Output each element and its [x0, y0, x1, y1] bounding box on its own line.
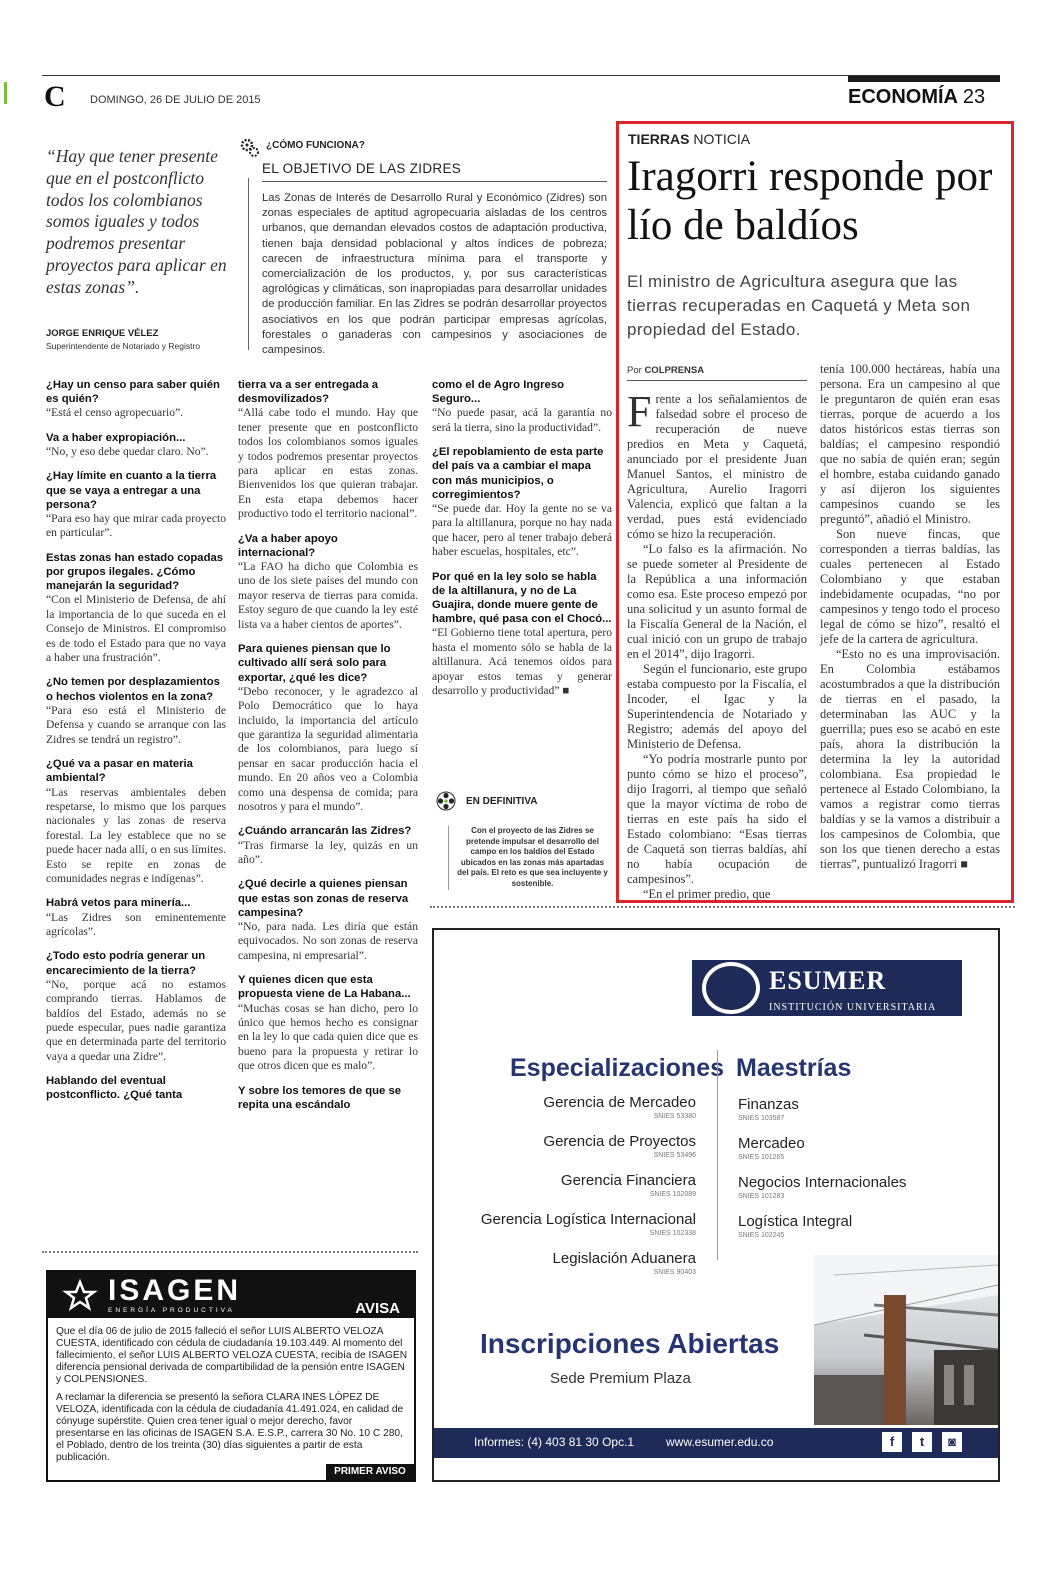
article-deck: El ministro de Agricultura asegura que las tierras recuperadas en Caquetá y Meta son propiedad del Estado.: [627, 272, 971, 339]
qa-answer: “Las Zidres son eminentemente agrícolas”.: [46, 910, 226, 938]
section-bar: [848, 76, 1000, 82]
isagen-tagline: ENERGÍA PRODUCTIVA: [108, 1307, 235, 1314]
byline-rule: [627, 380, 807, 381]
qa-question: ¿Hay un censo para saber quién es quién?: [46, 379, 220, 406]
qa-question: ¿Cuándo arrancarán las Zidres?: [238, 825, 412, 838]
page-number: 23: [962, 86, 986, 108]
byline-agency: COLPRENSA: [644, 365, 705, 376]
article-column-2: [820, 362, 1000, 872]
inscripciones-heading: Inscripciones Abiertas: [480, 1328, 780, 1359]
instagram-icon: ◙: [942, 1432, 962, 1452]
qa-answer: “Debo reconocer, y le agradezco al Polo Democrático que lo haya incluido, la importancia del artículo que garantiza la seguridad alimentaria de los colombianos, para luego sí pensar en sacar producción hacia el mundo. En 20 años veo a Colombia como una despensa de comida; para nosotros y para el mundo”.: [238, 684, 418, 813]
maestrias-title: Maestrías: [736, 1054, 852, 1082]
qa-question: Para quienes piensan que lo cultivado allí será solo para exportar, ¿qué les dice?: [238, 643, 391, 684]
esumer-footer-bar: [434, 1428, 998, 1458]
qa-question: ¿Qué decirle a quienes piensan que estas son zonas de reserva campesina?: [238, 878, 409, 919]
como-funciona-subtitle: EL OBJETIVO DE LAS ZIDRES: [262, 161, 462, 176]
article-paragraph: Según el funcionario, este grupo estaba compuesto por la Fiscalía, el Incoder, el Igac y la Superintendencia de Notariado y Registro; además del apoyo del Ministerio de Defensa.: [627, 662, 807, 751]
column-divider: [717, 1050, 718, 1260]
esumer-logo-icon: [702, 962, 760, 1014]
isagen-header: [48, 1272, 414, 1318]
kicker-topic: TIERRAS: [628, 131, 690, 147]
program-snies: SNIES 53380: [653, 1113, 696, 1120]
en-definitiva-body: Con el proyecto de las Zidres se pretende impulsar el desarrollo del campo en los baldíos del Estado ubicados en las zonas más apartadas del país. El reto es que sea incluyente y sostenible.: [448, 826, 610, 890]
kicker-type: NOTICIA: [693, 131, 751, 147]
program-snies: SNIES 101283: [738, 1193, 785, 1200]
article-byline: [627, 365, 704, 376]
especializaciones-title: Especializaciones: [510, 1054, 725, 1082]
quote-author: JORGE ENRIQUE VÉLEZ: [46, 328, 159, 339]
article-paragraph: “Lo falso es la afirmación. No se puede someter al Presidente de la República a una información como esa. Este proceso empezó por una solicitud y un asunto formal de la Fiscalía General de la Nación, el cual inició con un grupo de trabajo en el 2014”, dijo Iragorri.: [627, 542, 807, 661]
qa-answer: “Las reservas ambientales deben respetarse, lo mismo que los parques nacionales y las zonas de reserva forestal. La ley establece que no se puede hacer nada allí, o en sus límites. Esto se repite en zonas de comunidades negras e indígenas”.: [46, 785, 226, 885]
isagen-notice: [46, 1270, 416, 1482]
program-name: Logística Integral: [738, 1213, 853, 1230]
dotted-separator: [42, 1251, 418, 1253]
program-name: Gerencia de Mercadeo: [543, 1094, 696, 1111]
program-snies: SNIES 90403: [653, 1269, 696, 1276]
esumer-name: ESUMER: [769, 966, 887, 995]
qa-answer: “Muchas cosas se han dicho, pero lo único que hemos hecho es consignar en la ley lo que cada quien dice que es bueno para la propuesta y retirar lo que otros dicen que es malo”.: [238, 1001, 418, 1073]
pull-quote: “Hay que tener presente que en el postconflicto todos los colombianos somos iguales y todos podremos presentar proyectos para aplicar en estas zonas”.: [46, 146, 227, 297]
program-snies: SNIES 101265: [738, 1154, 785, 1161]
qa-question: ¿Va a haber apoyo internacional?: [238, 532, 338, 559]
twitter-icon: t: [912, 1432, 932, 1452]
como-funciona-body: Las Zonas de Interés de Desarrollo Rural y Económico (Zidres) son zonas especiales de aptitud agropecuaria aisladas de los centros urbanos, que demandan elevados costos de adaptación productiva, tienen baja densidad poblacional y altos índices de pobreza; carecen de infraestructura mínima para el transporte y comercialización de los productos, y, por sus características agrológicas y climáticas, son inapropiadas para desarrollar unidades de producción familiar. En las Zidres se podrán desarrollar proyectos asociativos en los que podrán participar empresas agrícolas, forestales o ganaderas con campesinos y asociaciones de campesinos.: [262, 192, 607, 357]
qa-answer: “Está el censo agropecuario”.: [46, 406, 184, 420]
section-label: [848, 86, 985, 109]
facebook-icon: f: [882, 1432, 902, 1452]
website: www.esumer.edu.co: [666, 1435, 774, 1449]
program-name: Gerencia Logística Internacional: [480, 1211, 696, 1228]
article-paragraph: “En el primer predio, que: [643, 887, 771, 901]
qa-answer: “No, y eso debe quedar claro. No”.: [46, 445, 209, 459]
qa-answer: “No puede pasar, acá la garantía no será la tierra, sino la productividad”.: [432, 406, 612, 434]
program-name: Gerencia de Proyectos: [543, 1133, 696, 1150]
flower-icon: [436, 791, 456, 811]
qa-question: ¿No temen por desplazamientos o hechos violentos en la zona?: [46, 676, 220, 703]
qa-answer: “Tras firmarse la ley, quizás en un año”.: [238, 838, 418, 866]
isagen-paragraph: Que el día 06 de julio de 2015 falleció el señor LUIS ALBERTO VELOZA CUESTA, identificado con cédula de ciudadanía 19.103.449. Al momento del fallecimiento, el señor LUIS ALBERTO VELOZA CUESTA, recibía de ISAGEN diferencia pensional derivada de compartibilidad de la pensión entre ISAGEN y COLPENSIONES.: [56, 1326, 408, 1385]
program-snies: SNIES 102338: [649, 1230, 696, 1237]
program-name: Legislación Aduanera: [552, 1250, 696, 1267]
article-headline: Iragorri responde por lío de baldíos: [627, 153, 993, 249]
qa-column-2: [238, 378, 418, 1122]
program-snies: SNIES 102245: [738, 1232, 785, 1239]
article-paragraph: tenía 100.000 hectáreas, había una persona. Era un campesino al que le preguntaron de quién eran esas tierras, porque de acuerdo a los datos históricos estas tierras son baldías; el campesino respondió que no sabía de quién eran; según el hombre, estaba cuidando ganado y así dijeron los siguientes campesinos cuando se les preguntó”, añadió el Ministro.: [820, 362, 1000, 526]
dateline: DOMINGO, 26 DE JULIO DE 2015: [90, 94, 261, 106]
qa-column-3: [432, 378, 612, 709]
qa-answer: “La FAO ha dicho que Colombia es uno de los siete países del mundo con mayor reserva de tierras para comida. Estoy seguro de que cuando la ley esté lista va a haber cientos de aportes”.: [238, 560, 418, 631]
article-paragraph: “Yo podría mostrarle punto por punto cómo se hizo el proceso”, dijo Iragorri, al tiempo que señaló que la mayor víctima de robo de tierras en este país ha sido el Estado colombiano: “Esas tierras de Caquetá son tierras baldías, ahí no había ocupación de campesinos”.: [627, 752, 807, 886]
isagen-avisa: AVISA: [355, 1300, 400, 1317]
qa-answer: “Con el Ministerio de Defensa, de ahí la importancia de lo que suceda en el Consejo de Ministros. El compromiso es de todo el Estado para que no vaya a haber una frustración”.: [46, 593, 226, 665]
newspaper-logo: C: [44, 80, 66, 113]
isagen-footer: PRIMER AVISO: [326, 1464, 414, 1480]
qa-column-1: [46, 378, 226, 1113]
isagen-body: [56, 1326, 408, 1470]
isagen-logo-icon: [62, 1278, 98, 1312]
isagen-paragraph: A reclamar la diferencia se presentó la señora CLARA INES LÓPEZ DE VELOZA, identificada con la cédula de ciudadanía 41.491.024, en calidad de cónyuge supérstite. Quien crea tener igual o mejor derecho, favor presentarse en las oficinas de ISAGEN S.A. E.S.P., carrera 30 No. 10 C 280, el Poblado, dentro de los treinta (30) días siguientes a partir de esta publicación.: [56, 1392, 404, 1463]
qa-question: tierra va a ser entregada a desmovilizados?: [238, 379, 379, 406]
gears-icon: [240, 138, 260, 158]
article-paragraph: Son nueve fincas, que corresponden a tierras baldías, las cuales pertenecen al Estado Colombiano y que estaban indebidamente ocupadas, “no por campesinos y tengo todo el proceso legal de cómo se hizo”, resaltó el jefe de la cartera de agricultura.: [820, 527, 1000, 646]
qa-question: ¿Qué va a pasar en materia ambiental?: [46, 758, 193, 785]
program-name: Finanzas: [738, 1096, 799, 1113]
qa-question: ¿El repoblamiento de esta parte del país va a cambiar el mapa con más municipios, o corregimientos?: [432, 446, 604, 501]
article-paragraph: rente a los señalamientos de falsedad sobre el proceso de recuperación de nueve predios en Meta y Caquetá, anunciado por el presidente Juan Manuel Santos, el ministro de Agricultura, Aurelio Iragorri Valencia, explicó que faltan a la verdad, pues está evidenciado cómo se hizo la recuperación.: [627, 392, 807, 541]
margin-marker: [4, 82, 7, 104]
box-rule: [248, 178, 249, 350]
building-illustration: [814, 1255, 998, 1425]
qa-question: Por qué en la ley solo se habla de la altillanura, y no de La Guajira, donde muere gente de hambre, qué pasa con el Chocó...: [432, 570, 612, 626]
en-definitiva-title: EN DEFINITIVA: [466, 796, 538, 807]
qa-question: Habrá vetos para minería...: [46, 897, 191, 910]
article-paragraph: “Esto no es una improvisación. En Colombia estábamos acostumbrados a que la distribución de tierras en el pasado, la determinaban las AUC y la guerrilla; pues eso se acabó en este país, ahora la distribución la determina la ley la autoridad colombiana. Esa propiedad le pertenece al Estado Colombiano, la vamos a registrar como tierras baldías y se la vamos a distribuir a los campesinos de Colombia, que son los que tienen derecho a estas tierras”, puntualizó Iragorri ■: [820, 647, 1000, 871]
qa-question: Hablando del eventual postconflicto. ¿Qué tanta: [46, 1075, 183, 1102]
program-snies: SNIES 103587: [738, 1115, 785, 1122]
qa-answer: “No, para nada. Les diría que están equivocados. No son zonas de reserva campesina, ni empresarial”.: [238, 919, 418, 962]
program-snies: SNIES 53496: [653, 1152, 696, 1159]
qa-answer: “No, porque acá no estamos comprando tierras. Hablamos de baldíos del Estado, además no se puede especular, pues nadie garantiza que en determinada parte del territorio vaya a quedar una Zidre”.: [46, 977, 226, 1063]
qa-question: Estas zonas han estado copadas por grupos ilegales. ¿Cómo manejarán la seguridad?: [46, 551, 224, 593]
drop-cap: F: [627, 387, 652, 436]
section-name: ECONOMÍA: [848, 86, 958, 108]
program-snies: SNIES 102089: [649, 1191, 696, 1198]
subtitle-rule: [262, 181, 607, 182]
qa-question: ¿Todo esto podría generar un encarecimiento de la tierra?: [46, 950, 206, 977]
qa-question: ¿Hay límite en cuanto a la tierra que se vaya a entregar a una persona?: [46, 470, 217, 511]
como-funciona-title: ¿CÓMO FUNCIONA?: [266, 140, 365, 151]
qa-answer: “Se puede dar. Hoy la gente no se va para la altillanura, porque no hay nada que hacer, pero al tener trabajo deberá haber escuelas, hospitales, etc”.: [432, 502, 612, 559]
qa-question: Va a haber expropiación...: [46, 431, 186, 444]
qa-answer: “Allá cabe todo el mundo. Hay que tener presente que en postconflicto todos los colombianos somos iguales y todos podremos presentar proyectos para aplicar en estas zonas. Bienvenidos los que quieran trabajar. En esta etapa debemos hacer productivo todo el territorio nacional”.: [238, 406, 418, 521]
esumer-institution: INSTITUCIÓN UNIVERSITARIA: [769, 1002, 937, 1013]
esumer-ad: [432, 928, 1000, 1482]
building-photo: [814, 1255, 998, 1425]
isagen-logo: ISAGEN: [108, 1274, 242, 1307]
qa-question: Y quienes dicen que esta propuesta viene de La Habana...: [238, 974, 411, 1001]
dotted-separator: [430, 906, 1015, 908]
qa-answer: “Para eso hay que mirar cada proyecto en particular”.: [46, 512, 226, 540]
qa-answer: “Para eso está el Ministerio de Defensa y cuando se arranque con las Zidres se tendrá un registro”.: [46, 703, 226, 746]
quote-role: Superintendente de Notariado y Registro: [46, 341, 201, 351]
sede-label: Sede Premium Plaza: [550, 1370, 691, 1387]
qa-question: Y sobre los temores de que se repita una escándalo: [238, 1084, 402, 1111]
program-name: Mercadeo: [738, 1135, 805, 1152]
qa-question: como el de Agro Ingreso Seguro...: [432, 379, 565, 406]
program-name: Gerencia Financiera: [560, 1172, 696, 1189]
article-kicker: [628, 131, 750, 147]
phone-info: Informes: (4) 403 81 30 Opc.1: [474, 1435, 635, 1449]
byline-prefix: Por: [627, 365, 642, 376]
article-column-1: [627, 387, 807, 902]
program-name: Negocios Internacionales: [738, 1174, 907, 1191]
qa-answer: “El Gobierno tiene total apertura, pero hasta el momento sólo se habla de la altillanura. Acá tenemos oídos para apoyar estos temas y generar desarrollo y productividad” ■: [432, 626, 612, 698]
